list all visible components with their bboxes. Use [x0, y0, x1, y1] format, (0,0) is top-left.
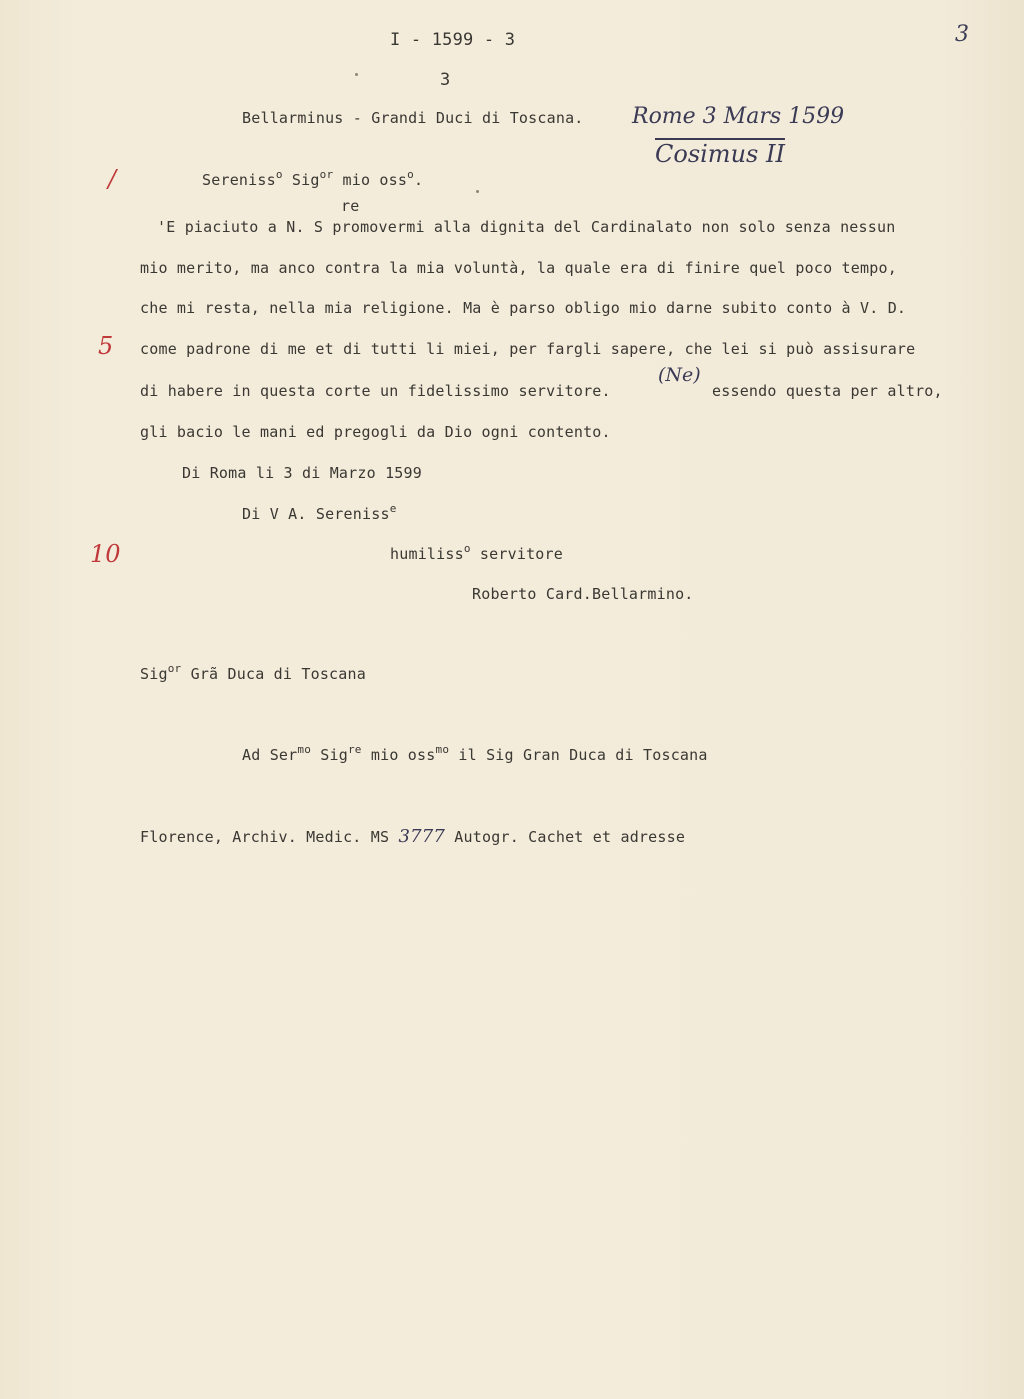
superscript: o: [463, 542, 471, 555]
addressee-text: Sig: [140, 665, 168, 683]
margin-number-1: /: [108, 165, 117, 193]
letter-line-5-end: essendo questa per altro,: [712, 382, 943, 400]
closing-text: Di V A. Sereniss: [242, 505, 390, 523]
source-line: [140, 826, 685, 847]
superscript: o: [407, 168, 414, 181]
ms-number: 3777: [398, 826, 446, 847]
letter-line-1: 'E piaciuto a N. S promovermi alla dignita del Cardinalato non solo senza nessun: [157, 218, 896, 236]
superscript: o: [275, 168, 283, 181]
servitore-text: servitore: [470, 545, 563, 563]
superscript: or: [167, 662, 182, 675]
salutation-part: .: [413, 171, 424, 189]
letter-line-4: come padrone di me et di tutti li miei, per fargli sapere, che lei si può assisurare: [140, 340, 916, 358]
margin-number-10: 10: [90, 540, 121, 568]
servitore-line: [390, 542, 563, 563]
salutation-part: mio oss: [333, 171, 408, 189]
ink-speck: [355, 73, 358, 76]
address-text: Ad Ser: [242, 746, 298, 764]
margin-number-5: 5: [98, 332, 114, 360]
sub-number: 3: [440, 70, 451, 90]
superscript: e: [389, 502, 397, 515]
servitore-text: humiliss: [390, 545, 464, 563]
source-text: Autogr. Cachet et adresse: [445, 828, 686, 846]
salutation-part: Sereniss: [202, 171, 276, 189]
superscript: re: [347, 743, 362, 756]
letter-line-5: [140, 382, 611, 400]
handwritten-insert: (Ne): [658, 364, 701, 386]
reference-number: I - 1599 - 3: [390, 30, 516, 50]
superscript-re: re: [341, 197, 360, 215]
salutation-part: Sig: [282, 171, 320, 189]
page-corner-number: 3: [955, 22, 969, 47]
source-text: Florence, Archiv. Medic. MS: [140, 828, 399, 846]
superscript: or: [319, 168, 334, 181]
handwritten-date: Rome 3 Mars 1599: [632, 104, 845, 129]
signature: Roberto Card.Bellarmino.: [472, 585, 694, 603]
superscript: mo: [435, 743, 450, 756]
addressee: [140, 662, 366, 683]
addressee-text: Grã Duca di Toscana: [181, 665, 366, 683]
letter-line-2: mio merito, ma anco contra la mia voluntà, la quale era di finire quel poco tempo,: [140, 259, 897, 277]
superscript: mo: [297, 743, 312, 756]
ink-speck: [476, 190, 479, 193]
salutation: [202, 168, 424, 189]
address-text: Sig: [311, 746, 348, 764]
handwritten-name: [655, 140, 785, 168]
letter-line-5-start: di habere in questa corte un fidelissimo servitore.: [140, 382, 611, 400]
document-title: Bellarminus - Grandi Duci di Toscana.: [242, 109, 584, 127]
handwritten-name-text: Cosimus II: [655, 140, 785, 168]
address-text: mio oss: [361, 746, 436, 764]
closing-line: [242, 502, 397, 523]
address-line: [242, 743, 708, 764]
address-text: il Sig Gran Duca di Toscana: [449, 746, 708, 764]
letter-date: Di Roma li 3 di Marzo 1599: [182, 464, 422, 482]
letter-line-6: gli bacio le mani ed pregogli da Dio ogni contento.: [140, 423, 611, 441]
letter-line-3: che mi resta, nella mia religione. Ma è parso obligo mio darne subito conto à V. D.: [140, 299, 907, 317]
